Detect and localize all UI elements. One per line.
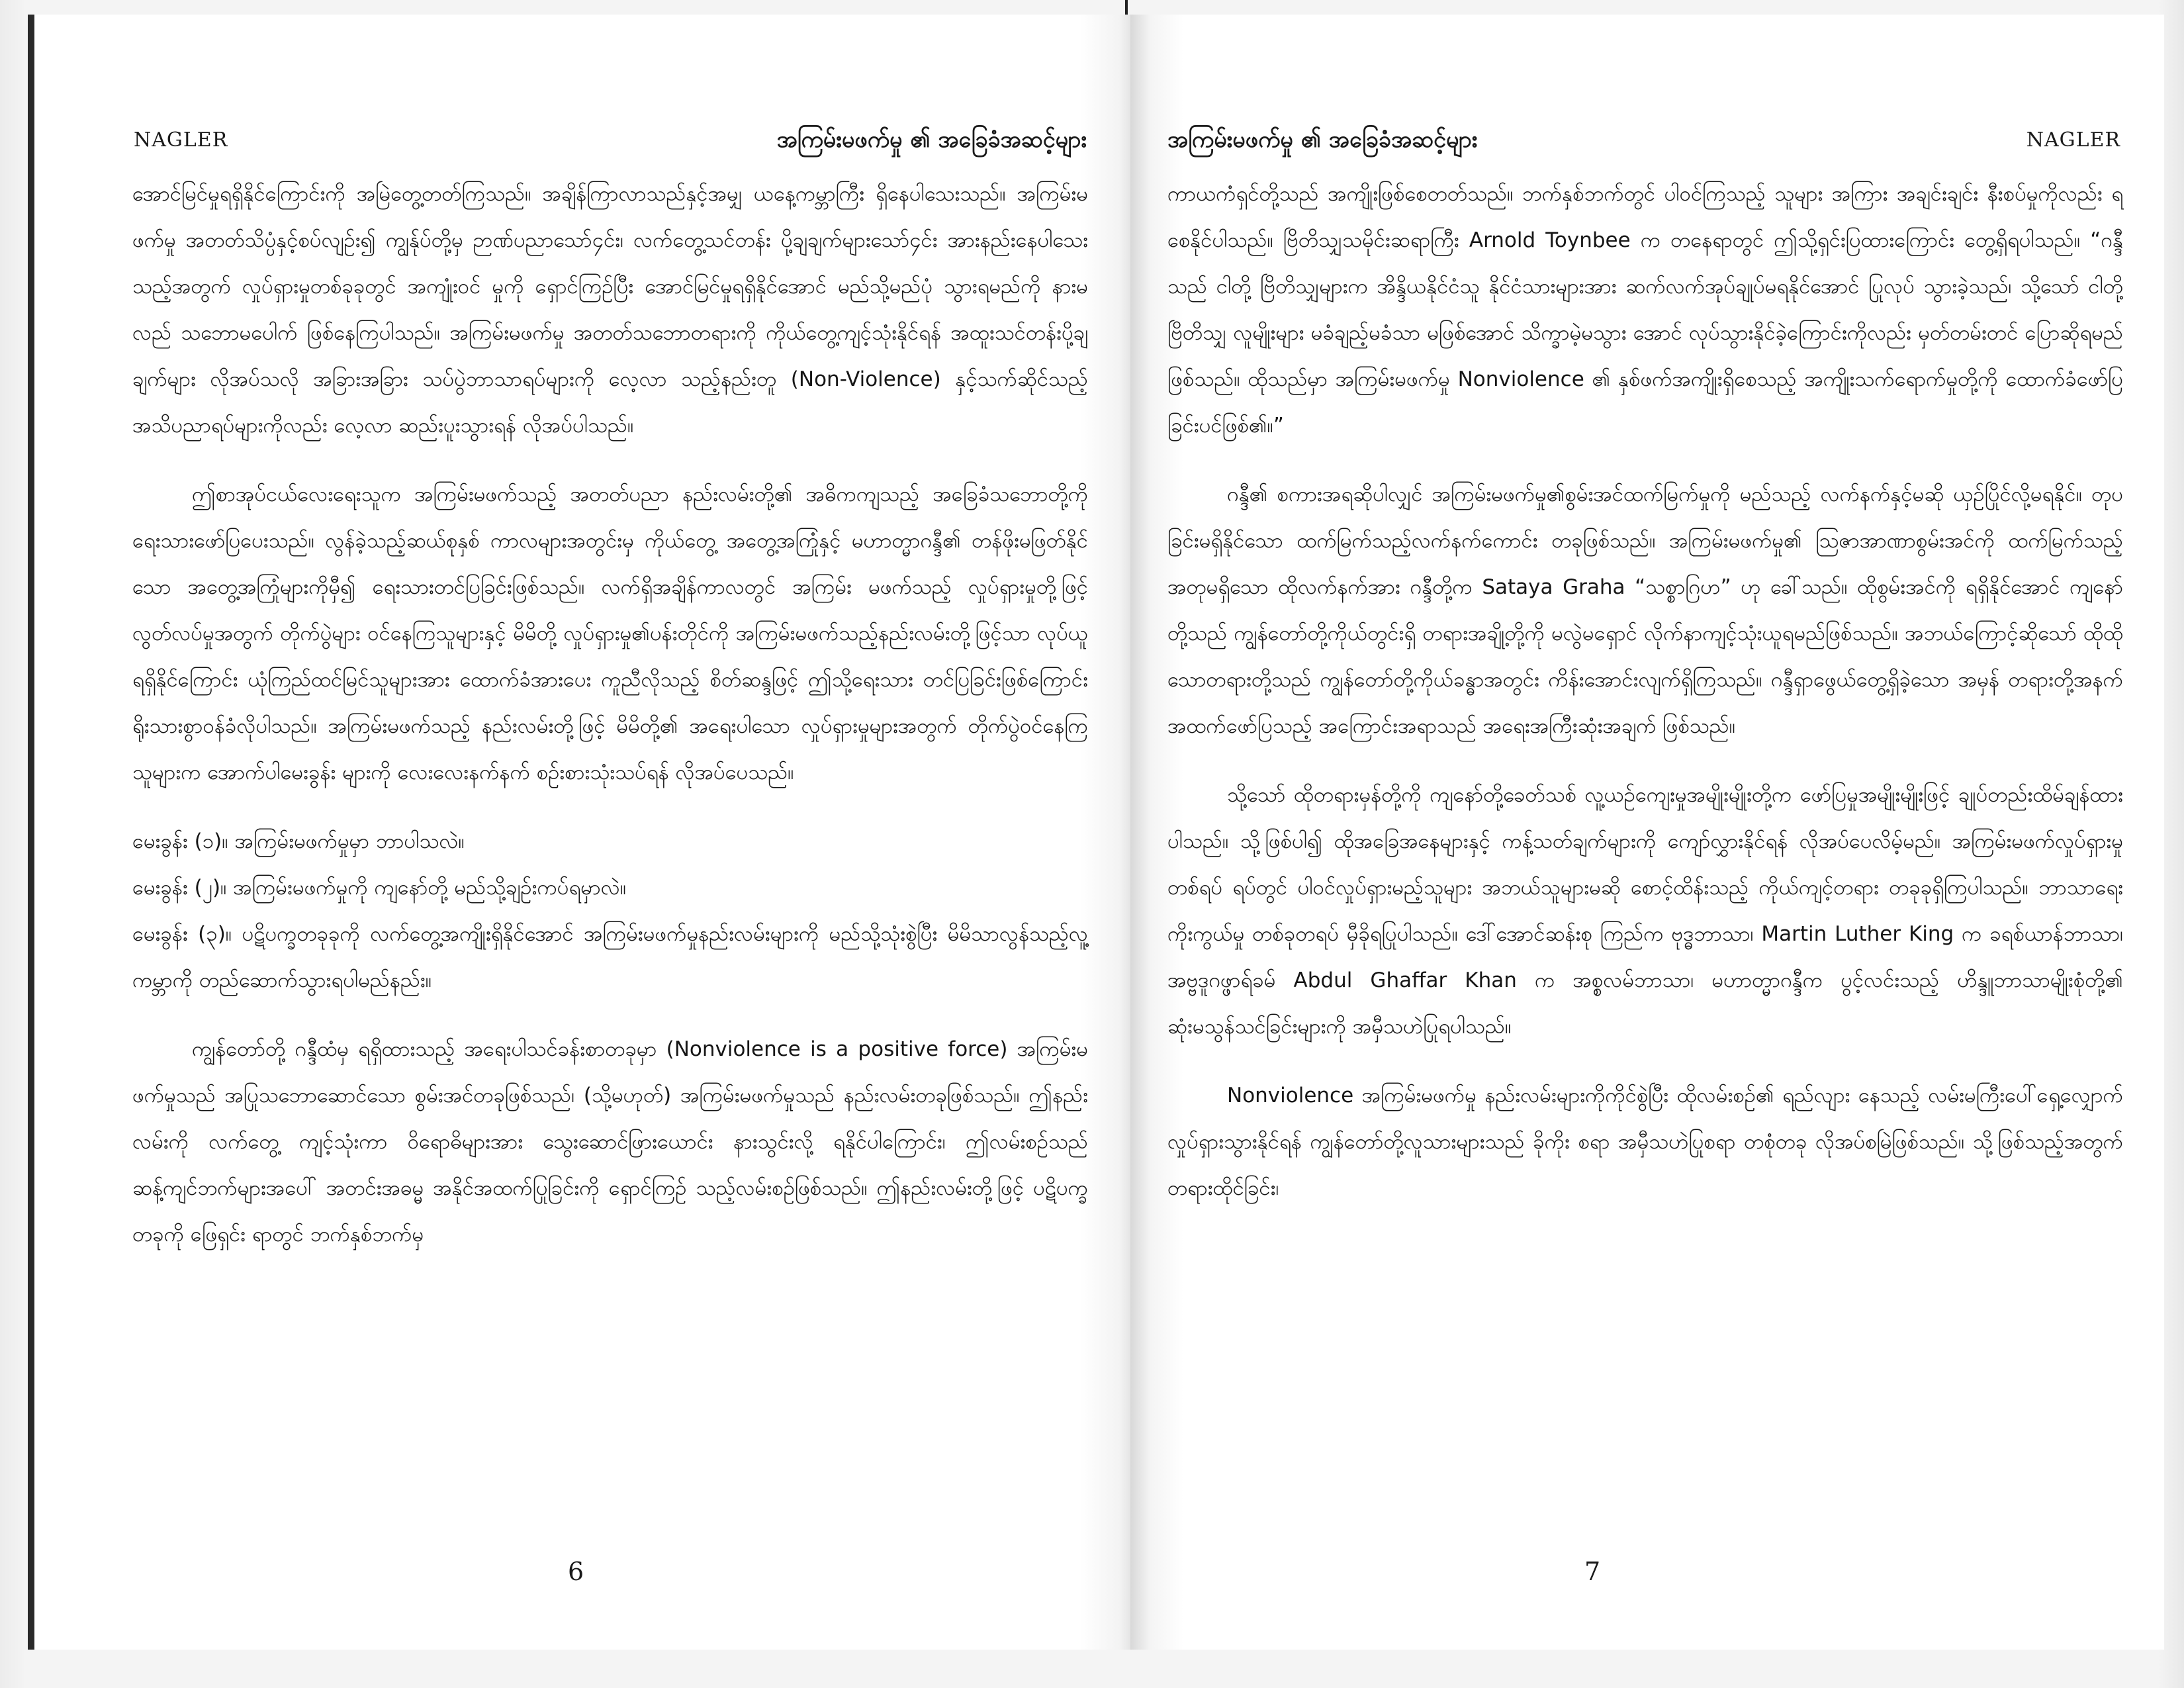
- right-page: [1130, 15, 2164, 1650]
- left-body-text: [132, 171, 1088, 1280]
- question-2: မေးခွန်း (၂)။ အကြမ်းမဖက်မှုကို ကျနော်တို့ မည်သို့ချဉ်းကပ်ရမှာလဲ။: [132, 876, 627, 900]
- left-page-number: 6: [568, 1557, 584, 1586]
- right-header-title: အကြမ်းမဖက်မှု ၏ အခြေခံအဆင့်များ: [1167, 126, 1478, 153]
- question-list: [132, 818, 1088, 1004]
- question-1: မေးခွန်း (၁)။ အကြမ်းမဖက်မှုမှာ ဘာပါသလဲ။: [132, 829, 465, 853]
- question-3: မေးခွန်း (၃)။ ပဋိပက္ခတခုခုကို လက်တွေ့အကျိုးရှိနိုင်အောင် အကြမ်းမဖက်မှုနည်းလမ်းများကို မည်သို့သုံးစွဲပြီး မိမိသာလွန်သည့်လူ့ကမ္ဘာကို တည်ဆောက်သွားရပါမည်နည်း။: [132, 922, 1088, 992]
- right-paragraph-1: ကာယကံရှင်တို့သည် အကျိုးဖြစ်စေတတ်သည်။ ဘက်နှစ်ဘက်တွင် ပါဝင်ကြသည့် သူများ အကြား အချင်းချင်း နီးစပ်မှုကိုလည်း ရစေနိုင်ပါသည်။ ဗြိတိသျှသမိုင်းဆရာကြီး Arnold Toynbee က တနေရာတွင် ဤသို့ရှင်းပြထားကြောင်း တွေ့ရှိရပါသည်။ “ဂန္ဒီသည် ငါတို့ ဗြိတိသျှများက အိန္ဒိယနိုင်ငံသူ နိုင်ငံသားများအား ဆက်လက်အုပ်ချုပ်မရနိုင်အောင် ပြုလုပ် သွားခဲ့သည်၊ သို့သော် ငါတို့ဗြိတိသျှ လူမျိုးများ မခံချည့်မခံသာ မဖြစ်အောင် သိက္ခာမဲ့မသွား အောင် လုပ်သွားနိုင်ခဲ့ကြောင်းကိုလည်း မှတ်တမ်းတင် ပြောဆိုရမည်ဖြစ်သည်။ ထိုသည်မှာ အကြမ်းမဖက်မှု Nonviolence ၏ နှစ်ဖက်အကျိုးရှိစေသည့် အကျိုးသက်ရောက်မှုတို့ကို ထောက်ခံဖော်ပြခြင်းပင်ဖြစ်၏။”: [1167, 182, 2123, 438]
- right-paragraph-3: သို့သော် ထိုတရားမှန်တို့ကို ကျနော်တို့ခေတ်သစ် လူ့ယဉ်ကျေးမှုအမျိုးမျိုးတို့က ဖော်ပြမှုအမျိုးမျိုးဖြင့် ချုပ်တည်းထိမ်ချန်ထားပါသည်။ သို့ဖြစ်ပါ၍ ထိုအခြေအနေများနှင့် ကန့်သတ်ချက်များကို ကျော်လွှားနိုင်ရန် လိုအပ်ပေလိမ့်မည်။ အကြမ်းမဖက်လှုပ်ရှားမှု တစ်ရပ် ရပ်တွင် ပါဝင်လှုပ်ရှားမည့်သူများ အဘယ်သူများမဆို စောင့်ထိန်းသည့် ကိုယ်ကျင့်တရား တခုခုရှိကြပါသည်။ ဘာသာရေးကိုးကွယ်မှု တစ်ခုတရပ် မှီခိုရပြုပါသည်။ ဒေါ်အောင်ဆန်းစု ကြည်က ဗုဒ္ဓဘာသာ၊ Martin Luther King က ခရစ်ယာန်ဘာသာ၊ အဗ္ဗဒူဂဖ္ဖာရ်ခမ် Abdul Ghaffar Khan က အစ္စလမ်ဘာသာ၊ မဟာတ္မာဂန္ဒီက ပွင့်လင်းသည့် ဟိန္ဒူဘာသာမျိုးစုံတို့၏ ဆုံးမသွန်သင်ခြင်းများကို အမှီသဟဲပြုရပါသည်။: [1167, 783, 2123, 1039]
- left-header-author: NAGLER: [134, 128, 228, 152]
- right-header-author: NAGLER: [2026, 128, 2120, 152]
- right-running-header: [1167, 120, 2120, 160]
- right-body-text: [1167, 171, 2123, 1234]
- left-paragraph-2: ဤစာအုပ်ငယ်လေးရေးသူက အကြမ်းမဖက်သည့် အတတ်ပညာ နည်းလမ်းတို့၏ အဓိကကျသည့် အခြေခံသဘောတို့ကို ရေးသားဖော်ပြပေးသည်။ လွန်ခဲ့သည့်ဆယ်စုနှစ် ကာလများအတွင်းမှ ကိုယ်တွေ့ အတွေ့အကြုံနှင့် မဟာတ္မာဂန္ဒီ၏ တန်ဖိုးမဖြတ်နိုင်သော အတွေ့အကြုံများကိုမှီ၍ ရေးသားတင်ပြခြင်းဖြစ်သည်။ လက်ရှိအချိန်ကာလတွင် အကြမ်း မဖက်သည့် လှုပ်ရှားမှုတို့ဖြင့် လွတ်လပ်မှုအတွက် တိုက်ပွဲများ ဝင်နေကြသူများနှင့် မိမိတို့ လှုပ်ရှားမှု၏ပန်းတိုင်ကို အကြမ်းမဖက်သည့်နည်းလမ်းတို့ဖြင့်သာ လုပ်ယူရရှိနိုင်ကြောင်း ယုံကြည်ထင်မြင်သူများအား ထောက်ခံအားပေး ကူညီလိုသည့် စိတ်ဆန္ဒဖြင့် ဤသို့ရေးသား တင်ပြခြင်းဖြစ်ကြောင်း ရိုးသားစွာဝန်ခံလိုပါသည်။ အကြမ်းမဖက်သည့် နည်းလမ်းတို့ဖြင့် မိမိတို့၏ အရေးပါသော လှုပ်ရှားမှုများအတွက် တိုက်ပွဲဝင်နေကြသူများက အောက်ပါမေးခွန်း များကို လေးလေးနက်နက် စဉ်းစားသုံးသပ်ရန် လိုအပ်ပေသည်။: [132, 483, 1088, 784]
- right-paragraph-4: Nonviolence အကြမ်းမဖက်မှု နည်းလမ်းများကိုကိုင်စွဲပြီး ထိုလမ်းစဉ်၏ ရည်လျား နေသည့် လမ်းမကြီးပေါ်ရှေ့လျှောက် လှုပ်ရှားသွားနိုင်ရန် ကျွန်တော်တို့လူသားများသည် ခိုကိုး စရာ အမှီသဟဲပြုစရာ တစုံတခု လိုအပ်စမြဲဖြစ်သည်။ သို့ဖြစ်သည့်အတွက် တရားထိုင်ခြင်း၊: [1167, 1084, 2123, 1200]
- left-paragraph-3: ကျွန်တော်တို့ ဂန္ဒီထံမှ ရရှိထားသည့် အရေးပါသင်ခန်းစာတခုမှာ (Nonviolence is a positive force) အကြမ်းမဖက်မှုသည် အပြုသဘောဆောင်သော စွမ်းအင်တခုဖြစ်သည်၊ (သို့မဟုတ်) အကြမ်းမဖက်မှုသည် နည်းလမ်းတခုဖြစ်သည်။ ဤနည်းလမ်းကို လက်တွေ့ ကျင့်သုံးကာ ဝိရောဓိများအား သွေးဆောင်ဖြားယောင်း နားသွင်းလို့ ရနိုင်ပါကြောင်း၊ ဤလမ်းစဉ်သည် ဆန့်ကျင်ဘက်များအပေါ် အတင်းအဓမ္မ အနိုင်အထက်ပြုခြင်းကို ရှောင်ကြဉ် သည့်လမ်းစဉ်ဖြစ်သည်။ ဤနည်းလမ်းတို့ဖြင့် ပဋိပက္ခတခုကို ဖြေရှင်း ရာတွင် ဘက်နှစ်ဘက်မှ: [132, 1037, 1088, 1246]
- left-paragraph-1: အောင်မြင်မှုရရှိနိုင်ကြောင်းကို အမြဲတွေ့တတ်ကြသည်။ အချိန်ကြာလာသည်နှင့်အမျှ ယနေ့ကမ္ဘာကြီး ရှိနေပါသေးသည်။ အကြမ်းမဖက်မှု အတတ်သိပ္ပံနှင့်စပ်လျဉ်း၍ ကျွန်ုပ်တို့မှ ဉာဏ်ပညာသော်၄င်း၊ လက်တွေ့သင်တန်း ပို့ချချက်များသော်၄င်း အားနည်းနေပါသေးသည့်အတွက် လှုပ်ရှားမှုတစ်ခုခုတွင် အကျုံးဝင် မှုကို ရှောင်ကြဉ်ပြီး အောင်မြင်မှုရရှိနိုင်အောင် မည်သို့မည်ပုံ သွားရမည်ကို နားမလည် သဘောမပေါက် ဖြစ်နေကြပါသည်။ အကြမ်းမဖက်မှု အတတ်သဘောတရားကို ကိုယ်တွေ့ကျင့်သုံးနိုင်ရန် အထူးသင်တန်းပို့ချချက်များ လိုအပ်သလို အခြားအခြား သပ်ပွဲဘာသာရပ်များကို လေ့လာ သည့်နည်းတူ (Non-Violence) နှင့်သက်ဆိုင်သည့် အသိပညာရပ်များကိုလည်း လေ့လာ ဆည်းပူးသွားရန် လိုအပ်ပါသည်။: [132, 182, 1088, 438]
- left-header-title: အကြမ်းမဖက်မှု ၏ အခြေခံအဆင့်များ: [776, 126, 1087, 153]
- left-page: [28, 15, 1137, 1650]
- right-paragraph-2: ဂန္ဒီ၏ စကားအရဆိုပါလျှင် အကြမ်းမဖက်မှု၏စွမ်းအင်ထက်မြက်မှုကို မည်သည့် လက်နက်နှင့်မဆို ယှဉ်ပြိုင်လို့မရနိုင်။ တုပခြင်းမရှိနိုင်သော ထက်မြက်သည့်လက်နက်ကောင်း တခုဖြစ်သည်။ အကြမ်းမဖက်မှု၏ ဩဇာအာဏာစွမ်းအင်ကို ထက်မြက်သည့် အတုမရှိသော ထိုလက်နက်အား ဂန္ဒီတို့က Sataya Graha “သစ္စာဂြဟ” ဟု ခေါ်သည်။ ထိုစွမ်းအင်ကို ရရှိနိုင်အောင် ကျနော်တို့သည် ကျွန်တော်တို့ကိုယ်တွင်းရှိ တရားအချို့တို့ကို မလွဲမရှောင် လိုက်နာကျင့်သုံးယူရမည်ဖြစ်သည်။ အဘယ်ကြောင့်ဆိုသော် ထိုထိုသောတရားတို့သည် ကျွန်တော်တို့ကိုယ်ခန္ဓာအတွင်း ကိန်းအောင်းလျက်ရှိကြသည်။ ဂန္ဒီရှာဖွေယ်တွေ့ရှိခဲ့သော အမှန် တရားတို့အနက် အထက်ဖော်ပြသည့် အကြောင်းအရာသည် အရေးအကြီးဆုံးအချက် ဖြစ်သည်။: [1167, 483, 2123, 738]
- left-running-header: [134, 120, 1087, 160]
- right-page-number: 7: [1584, 1557, 1601, 1586]
